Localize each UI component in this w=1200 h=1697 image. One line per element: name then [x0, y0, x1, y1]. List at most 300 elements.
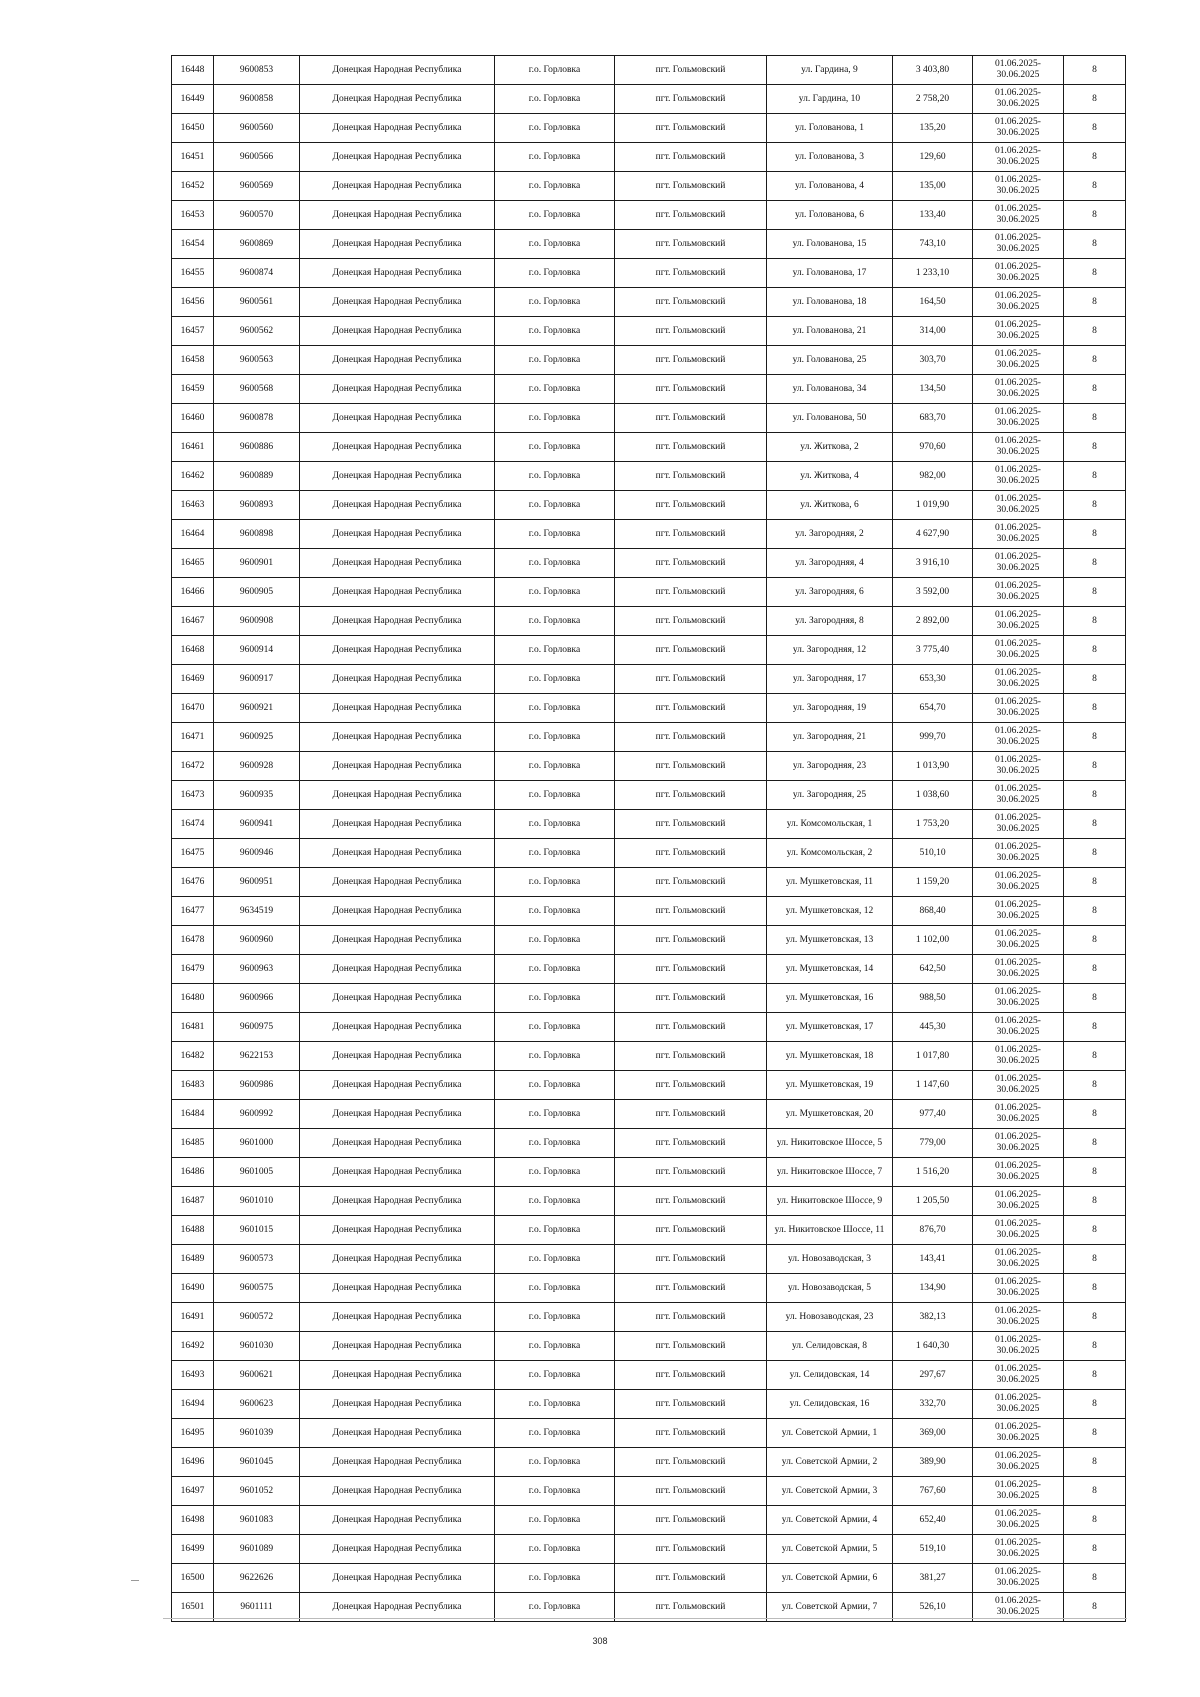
object-code-cell: 9600992	[214, 1100, 300, 1129]
object-code-cell: 9622626	[214, 1564, 300, 1593]
address-cell: ул. Житкова, 6	[767, 491, 893, 520]
table-row	[172, 984, 1126, 1013]
settlement-cell: пгт. Гольмовский	[615, 114, 767, 143]
settlement-cell: пгт. Гольмовский	[615, 1477, 767, 1506]
district-cell: г.о. Горловка	[495, 1448, 615, 1477]
value-cell: 8	[1064, 1158, 1126, 1187]
value-cell: 8	[1064, 1042, 1126, 1071]
row-number-cell: 16463	[172, 491, 214, 520]
settlement-cell: пгт. Гольмовский	[615, 665, 767, 694]
row-number-cell: 16468	[172, 636, 214, 665]
settlement-cell: пгт. Гольмовский	[615, 288, 767, 317]
period-cell: 01.06.2025-30.06.2025	[973, 143, 1064, 172]
settlement-cell: пгт. Гольмовский	[615, 1361, 767, 1390]
address-cell: ул. Загородняя, 17	[767, 665, 893, 694]
value-cell: 8	[1064, 346, 1126, 375]
row-number-cell: 16475	[172, 839, 214, 868]
object-code-cell: 9601083	[214, 1506, 300, 1535]
object-code-cell: 9600561	[214, 288, 300, 317]
area-cell: 652,40	[893, 1506, 973, 1535]
table-row	[172, 1216, 1126, 1245]
address-cell: ул. Голованова, 17	[767, 259, 893, 288]
table-row	[172, 926, 1126, 955]
settlement-cell: пгт. Гольмовский	[615, 1071, 767, 1100]
row-number-cell: 16450	[172, 114, 214, 143]
table-row	[172, 375, 1126, 404]
object-code-cell: 9601000	[214, 1129, 300, 1158]
table-row	[172, 85, 1126, 114]
row-number-cell: 16500	[172, 1564, 214, 1593]
republic-cell: Донецкая Народная Республика	[300, 897, 495, 926]
value-cell: 8	[1064, 810, 1126, 839]
period-cell: 01.06.2025-30.06.2025	[973, 1303, 1064, 1332]
republic-cell: Донецкая Народная Республика	[300, 1013, 495, 1042]
address-cell: ул. Селидовская, 8	[767, 1332, 893, 1361]
object-code-cell: 9600960	[214, 926, 300, 955]
row-number-cell: 16448	[172, 56, 214, 85]
row-number-cell: 16478	[172, 926, 214, 955]
value-cell: 8	[1064, 636, 1126, 665]
address-cell: ул. Голованова, 1	[767, 114, 893, 143]
value-cell: 8	[1064, 201, 1126, 230]
period-cell: 01.06.2025-30.06.2025	[973, 1390, 1064, 1419]
republic-cell: Донецкая Народная Республика	[300, 752, 495, 781]
address-cell: ул. Советской Армии, 7	[767, 1593, 893, 1622]
district-cell: г.о. Горловка	[495, 636, 615, 665]
address-cell: ул. Мушкетовская, 17	[767, 1013, 893, 1042]
row-number-cell: 16461	[172, 433, 214, 462]
republic-cell: Донецкая Народная Республика	[300, 1506, 495, 1535]
table-row	[172, 288, 1126, 317]
district-cell: г.о. Горловка	[495, 1013, 615, 1042]
district-cell: г.о. Горловка	[495, 578, 615, 607]
settlement-cell: пгт. Гольмовский	[615, 85, 767, 114]
period-cell: 01.06.2025-30.06.2025	[973, 1100, 1064, 1129]
address-cell: ул. Селидовская, 14	[767, 1361, 893, 1390]
district-cell: г.о. Горловка	[495, 1187, 615, 1216]
row-number-cell: 16449	[172, 85, 214, 114]
row-number-cell: 16495	[172, 1419, 214, 1448]
address-cell: ул. Мушкетовская, 11	[767, 868, 893, 897]
period-cell: 01.06.2025-30.06.2025	[973, 1448, 1064, 1477]
table-row	[172, 143, 1126, 172]
area-cell: 743,10	[893, 230, 973, 259]
table-row	[172, 230, 1126, 259]
value-cell: 8	[1064, 549, 1126, 578]
area-cell: 1 038,60	[893, 781, 973, 810]
republic-cell: Донецкая Народная Республика	[300, 1361, 495, 1390]
row-number-cell: 16480	[172, 984, 214, 1013]
object-code-cell: 9600575	[214, 1274, 300, 1303]
table-row	[172, 607, 1126, 636]
row-number-cell: 16455	[172, 259, 214, 288]
district-cell: г.о. Горловка	[495, 1303, 615, 1332]
row-number-cell: 16458	[172, 346, 214, 375]
object-code-cell: 9600569	[214, 172, 300, 201]
period-cell: 01.06.2025-30.06.2025	[973, 1245, 1064, 1274]
period-cell: 01.06.2025-30.06.2025	[973, 462, 1064, 491]
republic-cell: Донецкая Народная Республика	[300, 1158, 495, 1187]
address-cell: ул. Гардина, 9	[767, 56, 893, 85]
district-cell: г.о. Горловка	[495, 1419, 615, 1448]
republic-cell: Донецкая Народная Республика	[300, 201, 495, 230]
row-number-cell: 16482	[172, 1042, 214, 1071]
period-cell: 01.06.2025-30.06.2025	[973, 607, 1064, 636]
value-cell: 8	[1064, 984, 1126, 1013]
republic-cell: Донецкая Народная Республика	[300, 230, 495, 259]
row-number-cell: 16477	[172, 897, 214, 926]
period-cell: 01.06.2025-30.06.2025	[973, 433, 1064, 462]
republic-cell: Донецкая Народная Республика	[300, 404, 495, 433]
object-code-cell: 9601030	[214, 1332, 300, 1361]
value-cell: 8	[1064, 723, 1126, 752]
area-cell: 133,40	[893, 201, 973, 230]
table-row	[172, 259, 1126, 288]
settlement-cell: пгт. Гольмовский	[615, 1187, 767, 1216]
table-row	[172, 1448, 1126, 1477]
table-row	[172, 636, 1126, 665]
settlement-cell: пгт. Гольмовский	[615, 491, 767, 520]
republic-cell: Донецкая Народная Республика	[300, 926, 495, 955]
district-cell: г.о. Горловка	[495, 694, 615, 723]
table-row	[172, 520, 1126, 549]
district-cell: г.о. Горловка	[495, 926, 615, 955]
value-cell: 8	[1064, 1390, 1126, 1419]
settlement-cell: пгт. Гольмовский	[615, 520, 767, 549]
address-cell: ул. Загородняя, 6	[767, 578, 893, 607]
address-cell: ул. Голованова, 4	[767, 172, 893, 201]
table-row	[172, 1506, 1126, 1535]
value-cell: 8	[1064, 665, 1126, 694]
republic-cell: Донецкая Народная Республика	[300, 56, 495, 85]
period-cell: 01.06.2025-30.06.2025	[973, 375, 1064, 404]
table-row	[172, 1564, 1126, 1593]
object-code-cell: 9601052	[214, 1477, 300, 1506]
table-row	[172, 1100, 1126, 1129]
value-cell: 8	[1064, 404, 1126, 433]
district-cell: г.о. Горловка	[495, 1216, 615, 1245]
register-body	[172, 56, 1126, 1622]
district-cell: г.о. Горловка	[495, 1477, 615, 1506]
table-row	[172, 491, 1126, 520]
table-row	[172, 317, 1126, 346]
period-cell: 01.06.2025-30.06.2025	[973, 1071, 1064, 1100]
settlement-cell: пгт. Гольмовский	[615, 230, 767, 259]
value-cell: 8	[1064, 781, 1126, 810]
settlement-cell: пгт. Гольмовский	[615, 143, 767, 172]
district-cell: г.о. Горловка	[495, 665, 615, 694]
row-number-cell: 16497	[172, 1477, 214, 1506]
period-cell: 01.06.2025-30.06.2025	[973, 1419, 1064, 1448]
object-code-cell: 9601089	[214, 1535, 300, 1564]
republic-cell: Донецкая Народная Республика	[300, 1187, 495, 1216]
area-cell: 445,30	[893, 1013, 973, 1042]
object-code-cell: 9601015	[214, 1216, 300, 1245]
district-cell: г.о. Горловка	[495, 1071, 615, 1100]
district-cell: г.о. Горловка	[495, 230, 615, 259]
settlement-cell: пгт. Гольмовский	[615, 723, 767, 752]
period-cell: 01.06.2025-30.06.2025	[973, 1332, 1064, 1361]
area-cell: 642,50	[893, 955, 973, 984]
period-cell: 01.06.2025-30.06.2025	[973, 636, 1064, 665]
value-cell: 8	[1064, 1477, 1126, 1506]
row-number-cell: 16501	[172, 1593, 214, 1622]
area-cell: 876,70	[893, 1216, 973, 1245]
table-row	[172, 897, 1126, 926]
district-cell: г.о. Горловка	[495, 317, 615, 346]
value-cell: 8	[1064, 1361, 1126, 1390]
area-cell: 977,40	[893, 1100, 973, 1129]
republic-cell: Донецкая Народная Республика	[300, 259, 495, 288]
object-code-cell: 9600951	[214, 868, 300, 897]
settlement-cell: пгт. Гольмовский	[615, 1593, 767, 1622]
address-cell: ул. Мушкетовская, 16	[767, 984, 893, 1013]
republic-cell: Донецкая Народная Республика	[300, 607, 495, 636]
address-cell: ул. Комсомольская, 2	[767, 839, 893, 868]
value-cell: 8	[1064, 520, 1126, 549]
period-cell: 01.06.2025-30.06.2025	[973, 549, 1064, 578]
period-cell: 01.06.2025-30.06.2025	[973, 839, 1064, 868]
area-cell: 510,10	[893, 839, 973, 868]
value-cell: 8	[1064, 491, 1126, 520]
republic-cell: Донецкая Народная Республика	[300, 984, 495, 1013]
table-row	[172, 1361, 1126, 1390]
row-number-cell: 16496	[172, 1448, 214, 1477]
period-cell: 01.06.2025-30.06.2025	[973, 259, 1064, 288]
period-cell: 01.06.2025-30.06.2025	[973, 288, 1064, 317]
area-cell: 389,90	[893, 1448, 973, 1477]
district-cell: г.о. Горловка	[495, 1245, 615, 1274]
settlement-cell: пгт. Гольмовский	[615, 752, 767, 781]
value-cell: 8	[1064, 1564, 1126, 1593]
republic-cell: Донецкая Народная Республика	[300, 1071, 495, 1100]
address-cell: ул. Мушкетовская, 13	[767, 926, 893, 955]
period-cell: 01.06.2025-30.06.2025	[973, 926, 1064, 955]
address-cell: ул. Загородняя, 2	[767, 520, 893, 549]
table-row	[172, 1129, 1126, 1158]
object-code-cell: 9600901	[214, 549, 300, 578]
settlement-cell: пгт. Гольмовский	[615, 897, 767, 926]
address-cell: ул. Голованова, 6	[767, 201, 893, 230]
settlement-cell: пгт. Гольмовский	[615, 1448, 767, 1477]
table-row	[172, 1158, 1126, 1187]
settlement-cell: пгт. Гольмовский	[615, 201, 767, 230]
republic-cell: Донецкая Народная Республика	[300, 839, 495, 868]
object-code-cell: 9600886	[214, 433, 300, 462]
republic-cell: Донецкая Народная Республика	[300, 955, 495, 984]
table-row	[172, 1187, 1126, 1216]
address-cell: ул. Загородняя, 21	[767, 723, 893, 752]
object-code-cell: 9600858	[214, 85, 300, 114]
object-code-cell: 9600914	[214, 636, 300, 665]
period-cell: 01.06.2025-30.06.2025	[973, 1564, 1064, 1593]
republic-cell: Донецкая Народная Республика	[300, 1274, 495, 1303]
republic-cell: Донецкая Народная Республика	[300, 462, 495, 491]
district-cell: г.о. Горловка	[495, 868, 615, 897]
period-cell: 01.06.2025-30.06.2025	[973, 230, 1064, 259]
address-cell: ул. Никитовское Шоссе, 7	[767, 1158, 893, 1187]
settlement-cell: пгт. Гольмовский	[615, 1042, 767, 1071]
republic-cell: Донецкая Народная Республика	[300, 781, 495, 810]
value-cell: 8	[1064, 607, 1126, 636]
object-code-cell: 9600566	[214, 143, 300, 172]
area-cell: 2 758,20	[893, 85, 973, 114]
republic-cell: Донецкая Народная Республика	[300, 1564, 495, 1593]
table-row	[172, 781, 1126, 810]
row-number-cell: 16473	[172, 781, 214, 810]
value-cell: 8	[1064, 1245, 1126, 1274]
settlement-cell: пгт. Гольмовский	[615, 56, 767, 85]
object-code-cell: 9600874	[214, 259, 300, 288]
row-number-cell: 16456	[172, 288, 214, 317]
table-row	[172, 810, 1126, 839]
address-cell: ул. Советской Армии, 4	[767, 1506, 893, 1535]
area-cell: 134,50	[893, 375, 973, 404]
address-cell: ул. Советской Армии, 5	[767, 1535, 893, 1564]
area-cell: 3 775,40	[893, 636, 973, 665]
area-cell: 135,00	[893, 172, 973, 201]
row-number-cell: 16465	[172, 549, 214, 578]
object-code-cell: 9600889	[214, 462, 300, 491]
district-cell: г.о. Горловка	[495, 433, 615, 462]
republic-cell: Донецкая Народная Республика	[300, 346, 495, 375]
settlement-cell: пгт. Гольмовский	[615, 984, 767, 1013]
district-cell: г.о. Горловка	[495, 984, 615, 1013]
area-cell: 1 516,20	[893, 1158, 973, 1187]
address-cell: ул. Советской Армии, 2	[767, 1448, 893, 1477]
district-cell: г.о. Горловка	[495, 462, 615, 491]
republic-cell: Донецкая Народная Республика	[300, 491, 495, 520]
table-row	[172, 1419, 1126, 1448]
period-cell: 01.06.2025-30.06.2025	[973, 1216, 1064, 1245]
table-row	[172, 1477, 1126, 1506]
object-code-cell: 9600935	[214, 781, 300, 810]
object-code-cell: 9600560	[214, 114, 300, 143]
republic-cell: Донецкая Народная Республика	[300, 143, 495, 172]
settlement-cell: пгт. Гольмовский	[615, 955, 767, 984]
table-row	[172, 723, 1126, 752]
republic-cell: Донецкая Народная Республика	[300, 114, 495, 143]
address-cell: ул. Голованова, 25	[767, 346, 893, 375]
row-number-cell: 16479	[172, 955, 214, 984]
area-cell: 868,40	[893, 897, 973, 926]
settlement-cell: пгт. Гольмовский	[615, 375, 767, 404]
value-cell: 8	[1064, 1448, 1126, 1477]
value-cell: 8	[1064, 897, 1126, 926]
district-cell: г.о. Горловка	[495, 1042, 615, 1071]
district-cell: г.о. Горловка	[495, 810, 615, 839]
value-cell: 8	[1064, 578, 1126, 607]
district-cell: г.о. Горловка	[495, 839, 615, 868]
period-cell: 01.06.2025-30.06.2025	[973, 984, 1064, 1013]
settlement-cell: пгт. Гольмовский	[615, 1535, 767, 1564]
district-cell: г.о. Горловка	[495, 549, 615, 578]
republic-cell: Донецкая Народная Республика	[300, 723, 495, 752]
district-cell: г.о. Горловка	[495, 404, 615, 433]
value-cell: 8	[1064, 1506, 1126, 1535]
settlement-cell: пгт. Гольмовский	[615, 1129, 767, 1158]
row-number-cell: 16471	[172, 723, 214, 752]
period-cell: 01.06.2025-30.06.2025	[973, 723, 1064, 752]
row-number-cell: 16453	[172, 201, 214, 230]
table-row	[172, 433, 1126, 462]
table-row	[172, 1332, 1126, 1361]
area-cell: 779,00	[893, 1129, 973, 1158]
page-number: 308	[592, 1636, 608, 1646]
object-code-cell: 9600946	[214, 839, 300, 868]
republic-cell: Донецкая Народная Республика	[300, 868, 495, 897]
object-code-cell: 9601005	[214, 1158, 300, 1187]
area-cell: 970,60	[893, 433, 973, 462]
object-code-cell: 9600925	[214, 723, 300, 752]
row-number-cell: 16499	[172, 1535, 214, 1564]
table-row	[172, 1303, 1126, 1332]
district-cell: г.о. Горловка	[495, 346, 615, 375]
value-cell: 8	[1064, 172, 1126, 201]
value-cell: 8	[1064, 1535, 1126, 1564]
period-cell: 01.06.2025-30.06.2025	[973, 346, 1064, 375]
district-cell: г.о. Горловка	[495, 1361, 615, 1390]
object-code-cell: 9600869	[214, 230, 300, 259]
period-cell: 01.06.2025-30.06.2025	[973, 85, 1064, 114]
area-cell: 135,20	[893, 114, 973, 143]
republic-cell: Донецкая Народная Республика	[300, 1216, 495, 1245]
district-cell: г.о. Горловка	[495, 752, 615, 781]
object-code-cell: 9600986	[214, 1071, 300, 1100]
table-row	[172, 201, 1126, 230]
period-cell: 01.06.2025-30.06.2025	[973, 201, 1064, 230]
area-cell: 999,70	[893, 723, 973, 752]
value-cell: 8	[1064, 1419, 1126, 1448]
row-number-cell: 16486	[172, 1158, 214, 1187]
settlement-cell: пгт. Гольмовский	[615, 549, 767, 578]
address-cell: ул. Никитовское Шоссе, 11	[767, 1216, 893, 1245]
district-cell: г.о. Горловка	[495, 1593, 615, 1622]
value-cell: 8	[1064, 114, 1126, 143]
area-cell: 982,00	[893, 462, 973, 491]
period-cell: 01.06.2025-30.06.2025	[973, 752, 1064, 781]
area-cell: 332,70	[893, 1390, 973, 1419]
settlement-cell: пгт. Гольмовский	[615, 1245, 767, 1274]
district-cell: г.о. Горловка	[495, 85, 615, 114]
republic-cell: Донецкая Народная Республика	[300, 85, 495, 114]
period-cell: 01.06.2025-30.06.2025	[973, 404, 1064, 433]
value-cell: 8	[1064, 433, 1126, 462]
object-code-cell: 9622153	[214, 1042, 300, 1071]
address-cell: ул. Селидовская, 16	[767, 1390, 893, 1419]
table-row	[172, 1071, 1126, 1100]
district-cell: г.о. Горловка	[495, 259, 615, 288]
settlement-cell: пгт. Гольмовский	[615, 1390, 767, 1419]
district-cell: г.о. Горловка	[495, 781, 615, 810]
row-number-cell: 16476	[172, 868, 214, 897]
value-cell: 8	[1064, 1187, 1126, 1216]
table-row	[172, 404, 1126, 433]
table-row	[172, 114, 1126, 143]
row-number-cell: 16457	[172, 317, 214, 346]
area-cell: 654,70	[893, 694, 973, 723]
value-cell: 8	[1064, 839, 1126, 868]
period-cell: 01.06.2025-30.06.2025	[973, 868, 1064, 897]
period-cell: 01.06.2025-30.06.2025	[973, 56, 1064, 85]
table-row	[172, 1042, 1126, 1071]
settlement-cell: пгт. Гольмовский	[615, 1013, 767, 1042]
period-cell: 01.06.2025-30.06.2025	[973, 1129, 1064, 1158]
area-cell: 653,30	[893, 665, 973, 694]
object-code-cell: 9600928	[214, 752, 300, 781]
period-cell: 01.06.2025-30.06.2025	[973, 1535, 1064, 1564]
area-cell: 3 916,10	[893, 549, 973, 578]
